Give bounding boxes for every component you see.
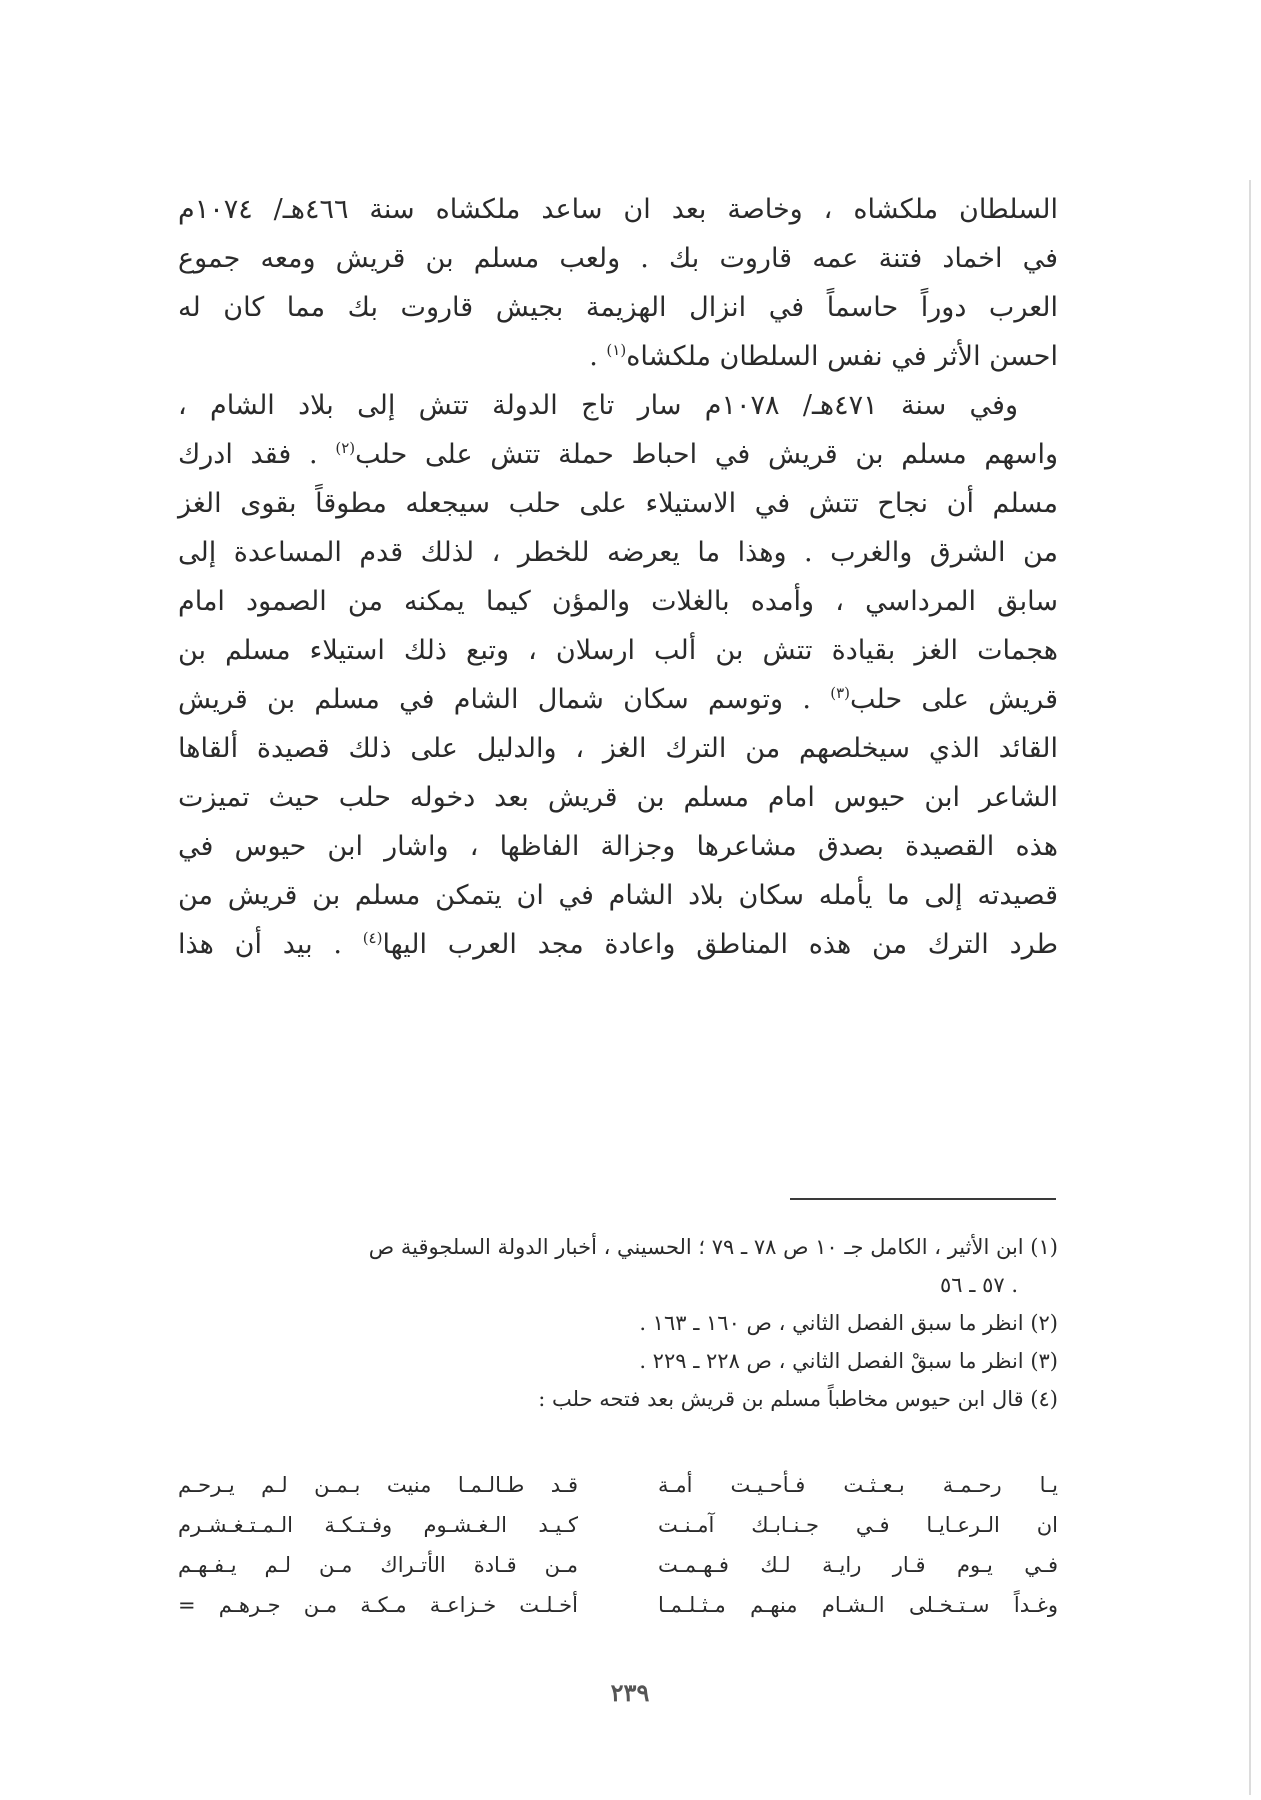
body-line [178, 332, 1058, 381]
body-line-text: هذه القصيدة بصدق مشاعرها وجزالة الفاظها ، واشار ابن حيوس في [178, 831, 1058, 862]
body-line [178, 675, 1058, 724]
verse-second-hemistich: مـن قـادة الأتـراك مـن لـم يـفـهـم [178, 1553, 578, 1577]
footnote-reference[interactable]: (٣) [830, 684, 850, 702]
body-line-text: في اخماد فتنة عمه قاروت بك . ولعب مسلم بن قريش ومعه جموع [178, 243, 1058, 274]
poem-verse [178, 1505, 1058, 1545]
body-line-text: طرد الترك من هذه المناطق واعادة مجد العرب اليها [382, 929, 1058, 960]
body-line-text: وفي سنة ٤٧١هـ/ ١٠٧٨م سار تاج الدولة تتش إلى بلاد الشام ، [178, 390, 1018, 421]
body-line [178, 577, 1058, 626]
body-line [178, 479, 1058, 528]
poem-verse [178, 1585, 1058, 1625]
body-line-text: احسن الأثر في نفس السلطان ملكشاه [626, 341, 1058, 372]
body-line-text: من الشرق والغرب . وهذا ما يعرضه للخطر ، لذلك قدم المساعدة إلى [178, 537, 1058, 568]
poem-verse [178, 1545, 1058, 1585]
body-line [178, 234, 1058, 283]
body-line-continuation: . وتوسم سكان شمال الشام في مسلم بن قريش [178, 684, 831, 715]
body-line-text: هجمات الغز بقيادة تتش بن ألب ارسلان ، وتبع ذلك استيلاء مسلم بن [178, 635, 1058, 666]
page-edge-line [1249, 180, 1251, 1795]
verse-second-hemistich: أخـلـت خـزاعـة مـكـة مـن جـرهـم = [178, 1593, 578, 1617]
footnote-item: (٣) انظر ما سبقْ الفصل الثاني ، ص ٢٢٨ ـ ٢٢٩ . [639, 1349, 1058, 1373]
body-line-text: الشاعر ابن حيوس امام مسلم بن قريش بعد دخوله حلب حيث تميزت [178, 782, 1058, 813]
body-line [178, 626, 1058, 675]
page-number: ٢٣٩ [610, 1678, 650, 1707]
body-line [178, 724, 1058, 773]
body-line-text: قصيدته إلى ما يأمله سكان بلاد الشام في ان يتمكن مسلم بن قريش من [178, 880, 1058, 911]
verse-second-hemistich: قـد طـالـمـا منيت بـمـن لـم يـرحـم [178, 1473, 578, 1497]
body-line-continuation: . فقد ادرك [178, 439, 336, 470]
footnotes [178, 1228, 1058, 1418]
body-line-continuation: . [589, 341, 607, 372]
verse-second-hemistich: كـيـد الـغـشـوم وفـتـكـة الـمـتـغـشـرم [178, 1513, 578, 1537]
body-line-text: مسلم أن نجاح تتش في الاستيلاء على حلب سيجعله مطوقاً بقوى الغز [178, 488, 1058, 519]
body-line-text: سابق المرداسي ، وأمده بالغلات والمؤن كيما يمكنه من الصمود امام [178, 586, 1058, 617]
body-line [178, 920, 1058, 969]
footnote-item: (٤) قال ابن حيوس مخاطباً مسلم بن قريش بعد فتحه حلب : [538, 1387, 1058, 1411]
footnote-separator [790, 1198, 1056, 1200]
footnote-reference[interactable]: (٢) [335, 439, 356, 457]
poem-quotation [178, 1465, 1058, 1625]
body-line-text: العرب دوراً حاسماً في انزال الهزيمة بجيش قاروت بك مما كان له [178, 292, 1058, 323]
verse-first-hemistich: ان الـرعـايـا فـي جـنـابـك آمـنـت [658, 1513, 1058, 1537]
body-line [178, 283, 1058, 332]
footnote-item: (٢) انظر ما سبق الفصل الثاني ، ص ١٦٠ ـ ١٦٣ . [639, 1311, 1058, 1335]
footnote-reference[interactable]: (١) [606, 341, 627, 359]
body-line-continuation: . بيد أن هذا [178, 929, 363, 960]
verse-first-hemistich: وغـداً سـتـخـلى الـشـام منهـم مـثـلـمـا [658, 1593, 1058, 1617]
main-body-text [178, 185, 1058, 969]
body-line-text: القائد الذي سيخلصهم من الترك الغز ، والدليل على ذلك قصيدة ألقاها [178, 733, 1058, 764]
body-line [178, 381, 1058, 430]
body-line-text: واسهم مسلم بن قريش في احباط حملة تتش على حلب [355, 439, 1058, 470]
body-line [178, 822, 1058, 871]
body-line [178, 430, 1058, 479]
body-line-text: السلطان ملكشاه ، وخاصة بعد ان ساعد ملكشاه سنة ٤٦٦هـ/ ١٠٧٤م [178, 194, 1059, 225]
footnote-item: (١) ابن الأثير ، الكامل جـ ١٠ ص ٧٨ ـ ٧٩ ؛ الحسيني ، أخبار الدولة السلجوقية ص [368, 1235, 1058, 1259]
body-line [178, 185, 1058, 234]
body-line-text: قريش على حلب [850, 684, 1058, 715]
footnote-reference[interactable]: (٤) [362, 929, 383, 947]
body-line [178, 773, 1058, 822]
footnote-continuation: . ٥٧ ـ ٥٦ [940, 1273, 1018, 1297]
verse-first-hemistich: يـا رحـمـة بـعـثـت فـأحـيـت أمـة [658, 1473, 1058, 1497]
body-line [178, 871, 1058, 920]
poem-verse [178, 1465, 1058, 1505]
body-line [178, 528, 1058, 577]
verse-first-hemistich: فـي يـوم قـار رايـة لـك فـهـمـت [658, 1553, 1058, 1577]
